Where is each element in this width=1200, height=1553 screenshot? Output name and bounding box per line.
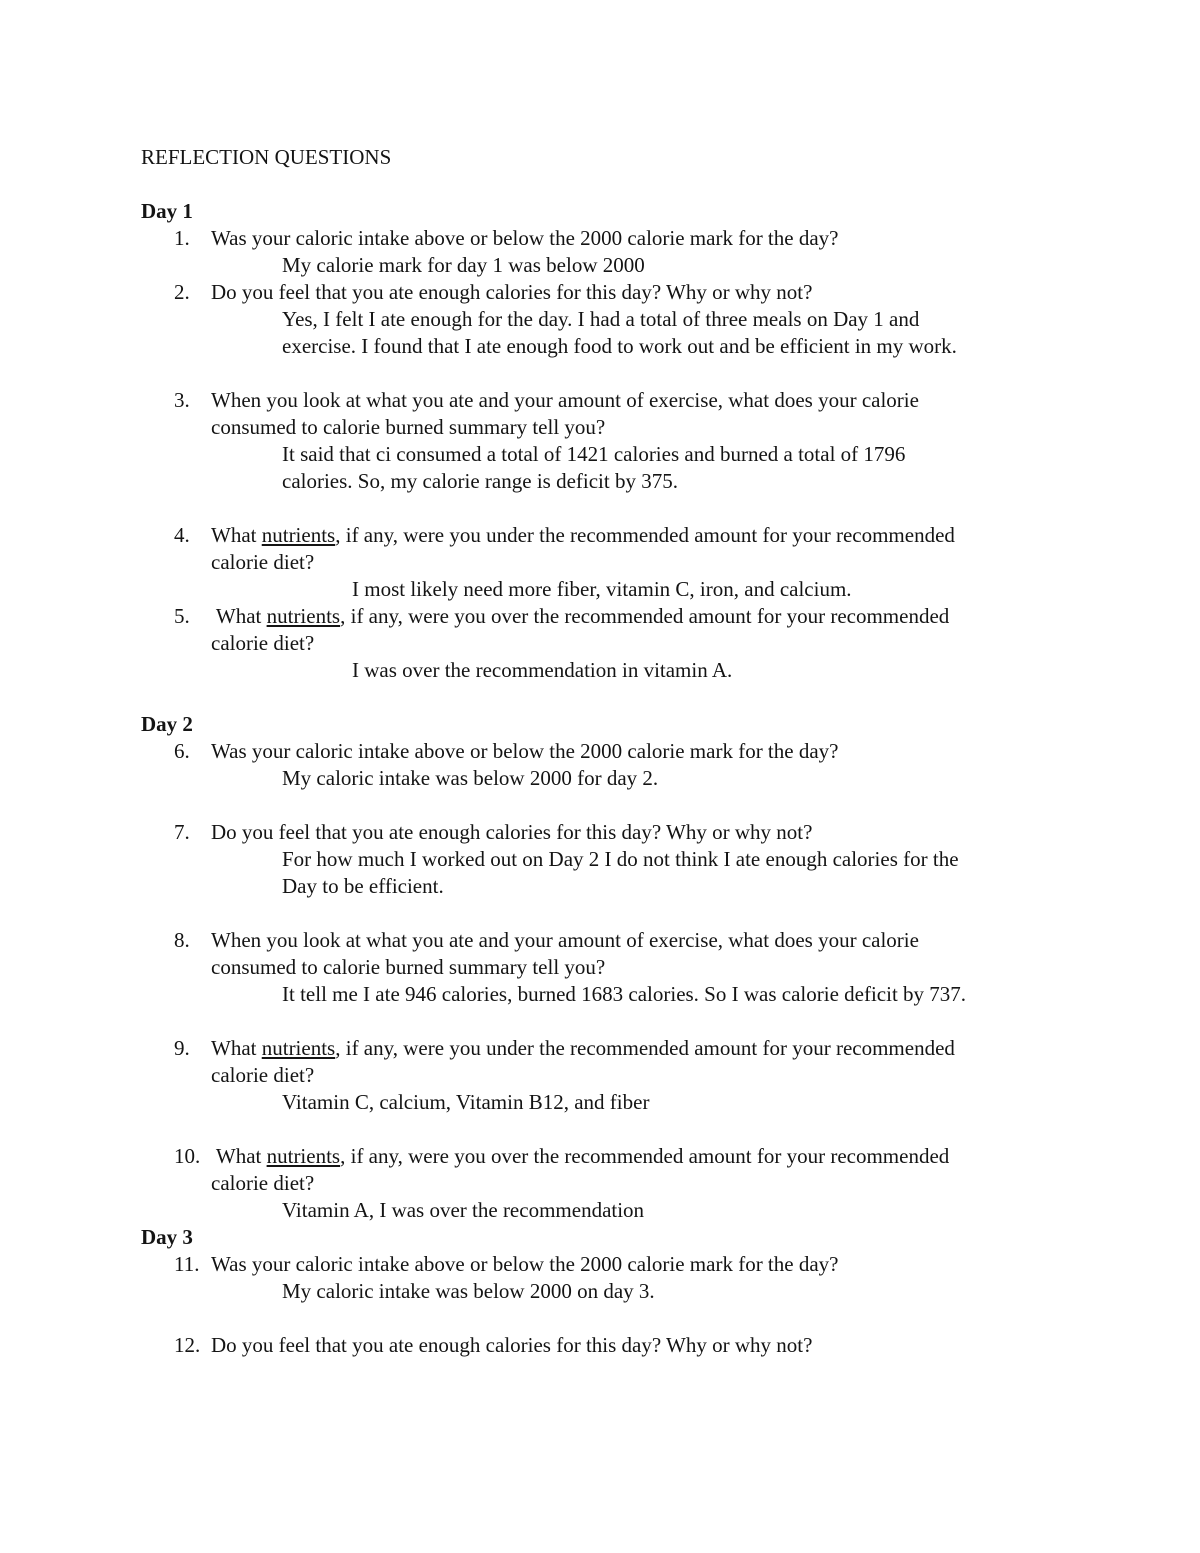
question-number: 9. [174, 1036, 190, 1060]
day-1-heading: Day 1 [141, 199, 193, 223]
question-text: calorie diet? [211, 1063, 315, 1087]
page-title: REFLECTION QUESTIONS [141, 145, 392, 169]
answer-text: My caloric intake was below 2000 on day 3. [282, 1279, 655, 1303]
question-text: consumed to calorie burned summary tell you? [211, 415, 606, 439]
question-number: 8. [174, 928, 190, 952]
answer-text: Vitamin A, I was over the recommendation [282, 1198, 645, 1222]
question-number: 12. [174, 1333, 201, 1357]
answer-text: It tell me I ate 946 calories, burned 1683 calories. So I was calorie deficit by 737. [282, 982, 967, 1006]
day-2-heading: Day 2 [141, 712, 193, 736]
question-text: What nutrients, if any, were you under the recommended amount for your recommended [211, 1036, 955, 1060]
question-number: 11. [174, 1252, 200, 1276]
question-text: Was your caloric intake above or below the 2000 calorie mark for the day? [211, 739, 839, 763]
question-text: Do you feel that you ate enough calories for this day? Why or why not? [211, 1333, 813, 1357]
question-text: What nutrients, if any, were you under the recommended amount for your recommended [211, 523, 955, 547]
answer-text: My calorie mark for day 1 was below 2000 [282, 253, 645, 277]
question-number: 10. [174, 1144, 201, 1168]
answer-text: It said that ci consumed a total of 1421 calories and burned a total of 1796 [282, 442, 906, 466]
answer-text: My caloric intake was below 2000 for day 2. [282, 766, 659, 790]
underlined-term: nutrients [261, 1036, 336, 1060]
question-number: 2. [174, 280, 190, 304]
question-text: consumed to calorie burned summary tell you? [211, 955, 606, 979]
question-text: Was your caloric intake above or below the 2000 calorie mark for the day? [211, 1252, 839, 1276]
question-number: 1. [174, 226, 190, 250]
question-text: calorie diet? [211, 631, 315, 655]
question-text: Do you feel that you ate enough calories for this day? Why or why not? [211, 820, 813, 844]
question-text: What nutrients, if any, were you over the recommended amount for your recommended [211, 1144, 950, 1168]
answer-text: exercise. I found that I ate enough food to work out and be efficient in my work. [282, 334, 957, 358]
question-number: 3. [174, 388, 190, 412]
answer-text: Day to be efficient. [282, 874, 444, 898]
question-text: When you look at what you ate and your amount of exercise, what does your calorie [211, 388, 919, 412]
question-number: 4. [174, 523, 190, 547]
question-text: When you look at what you ate and your amount of exercise, what does your calorie [211, 928, 919, 952]
question-number: 7. [174, 820, 190, 844]
answer-text: I most likely need more fiber, vitamin C, iron, and calcium. [352, 577, 852, 601]
underlined-term: nutrients [261, 523, 336, 547]
underlined-term: nutrients [266, 1144, 341, 1168]
question-text: calorie diet? [211, 1171, 315, 1195]
answer-text: I was over the recommendation in vitamin A. [352, 658, 733, 682]
answer-text: Vitamin C, calcium, Vitamin B12, and fiber [282, 1090, 650, 1114]
underlined-term: nutrients [266, 604, 341, 628]
day-3-heading: Day 3 [141, 1225, 193, 1249]
question-text: Was your caloric intake above or below the 2000 calorie mark for the day? [211, 226, 839, 250]
answer-text: Yes, I felt I ate enough for the day. I had a total of three meals on Day 1 and [282, 307, 920, 331]
question-text: What nutrients, if any, were you over the recommended amount for your recommended [211, 604, 950, 628]
question-number: 6. [174, 739, 190, 763]
question-number: 5. [174, 604, 190, 628]
question-text: calorie diet? [211, 550, 315, 574]
answer-text: For how much I worked out on Day 2 I do not think I ate enough calories for the [282, 847, 959, 871]
question-text: Do you feel that you ate enough calories for this day? Why or why not? [211, 280, 813, 304]
answer-text: calories. So, my calorie range is deficit by 375. [282, 469, 678, 493]
